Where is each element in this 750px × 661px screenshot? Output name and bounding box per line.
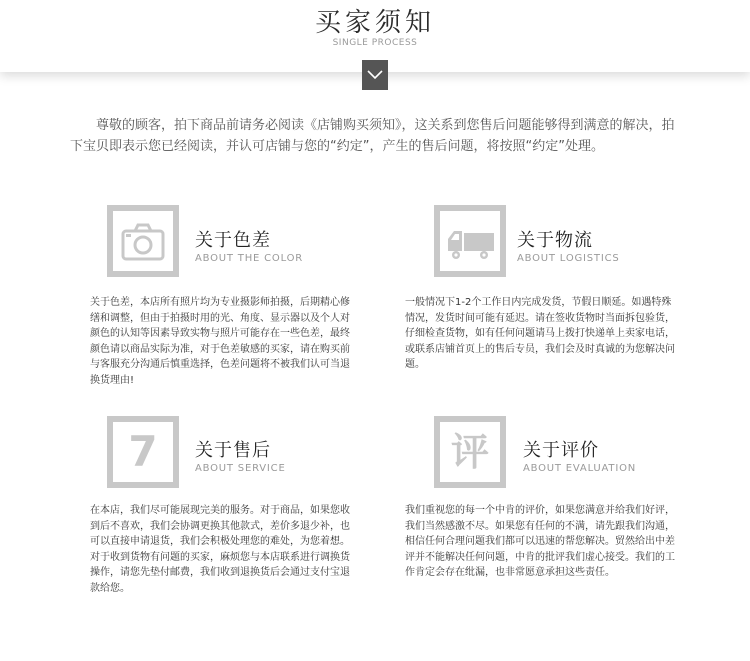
page-title: 买家须知 bbox=[314, 8, 435, 38]
color-card-title: 关于色差 bbox=[195, 230, 271, 251]
logistics-card-body: 一般情况下1-2个工作日内完成发货，节假日顺延。如遇特殊情况，发货时间可能有延迟。请在签收货物时当面拆包验货，仔细检查货物，如有任何问题请马上拨打快递单上卖家电话，或联系店铺首页上的售后专员，我们会及时真诚的为您解决问题。 bbox=[405, 297, 675, 370]
color-card-body: 关于色差，本店所有照片均为专业摄影师拍摄，后期精心修缮和调整，但由于拍摄时用的光、角度、显示器以及个人对颜色的认知等因素导致实物与照片可能存在一些色差，最终颜色请以商品实际为准，对于色差敏感的买家，请在购买前与客服充分沟通后慎重选择，色差问题将不被我们认可当退换货理由! bbox=[90, 297, 350, 386]
chevron-down-icon bbox=[367, 68, 383, 82]
delivery-truck-icon bbox=[440, 211, 500, 271]
evaluation-card-icon-frame bbox=[434, 416, 506, 488]
evaluation-card-body: 我们重视您的每一个中肯的评价，如果您满意并给我们好评，我们当然感激不尽。如果您有任何的不满，请先跟我们沟通，相信任何合理问题我们都可以迅速的帮您解决。贸然给出中差评并不能解决任何问题，中肯的批评我们虚心接受。我们的工作肯定会存在纰漏，也非常愿意承担这些责任。 bbox=[405, 505, 675, 578]
service-card-icon-bg bbox=[113, 422, 173, 482]
camera-icon bbox=[113, 211, 173, 271]
service-card-subtitle: ABOUT SERVICE bbox=[195, 463, 286, 474]
service-card-title: 关于售后 bbox=[195, 440, 271, 461]
evaluation-card-icon-bg bbox=[440, 422, 500, 482]
intro-text: 尊敬的顾客，拍下商品前请务必阅读《店铺购买须知》，这关系到您售后问题能够得到满意的解决，拍下宝贝即表示您已经阅读，并认可店铺与您的“约定”，产生的售后问题，将按照“约定”处理。 bbox=[70, 118, 675, 154]
evaluation-character-icon: 评 bbox=[450, 430, 489, 474]
color-card-icon-bg bbox=[113, 211, 173, 271]
expand-button[interactable] bbox=[362, 60, 388, 90]
logistics-card-title: 关于物流 bbox=[517, 230, 593, 251]
number-seven-icon: 7 bbox=[128, 427, 158, 476]
logistics-card-icon-frame bbox=[434, 205, 506, 277]
logistics-card-icon-bg bbox=[440, 211, 500, 271]
logistics-card-subtitle: ABOUT LOGISTICS bbox=[517, 253, 620, 264]
intro-paragraph bbox=[70, 115, 682, 157]
page-subtitle: SINGLE PROCESS bbox=[332, 38, 418, 48]
evaluation-card-title: 关于评价 bbox=[523, 440, 599, 461]
evaluation-card-subtitle: ABOUT EVALUATION bbox=[523, 463, 637, 474]
color-card-icon-frame bbox=[107, 205, 179, 277]
service-card-icon-frame bbox=[107, 416, 179, 488]
service-card-body: 在本店，我们尽可能展现完美的服务。对于商品，如果您收到后不喜欢，我们会协调更换其他款式，差价多退少补，也可以直接申请退货，我们会积极处理您的难处，为您着想。对于收到货物有问题的买家，麻烦您与本店联系进行调换货操作，请您先垫付邮费，我们收到退换货后会通过支付宝退款给您。 bbox=[90, 505, 350, 594]
color-card-subtitle: ABOUT THE COLOR bbox=[195, 253, 304, 264]
